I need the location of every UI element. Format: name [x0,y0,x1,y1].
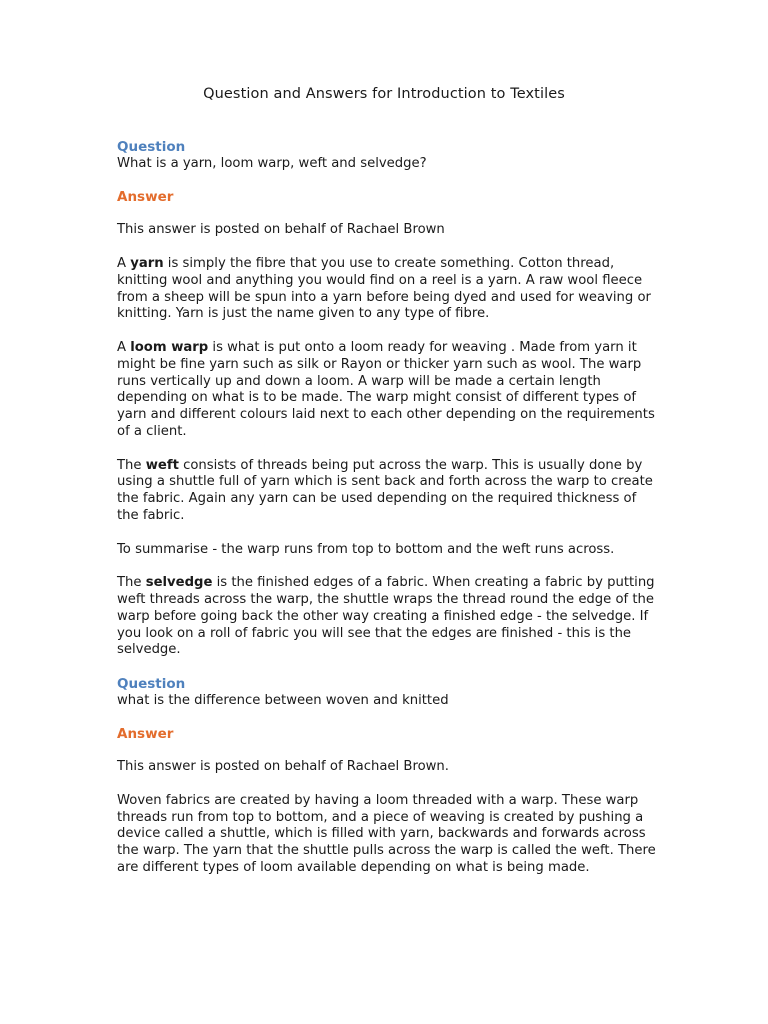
answer-paragraph-woven [117,793,657,877]
term-weft: weft [145,457,179,473]
question-label: Question [117,675,186,692]
term-loom-warp: loom warp [130,339,209,355]
answer-paragraph-summary [117,542,657,559]
paragraph-body: is the finished edges of a fabric. When creating a fabric by putting weft threads across the warp, the shuttle wraps the thread round the edge of the warp before going back the other way creating a finished edge - the selvedge. If you look on a roll of fabric you will see that the edges are finished - this is the selvedge. [117,575,655,658]
answer-label: Answer [117,725,174,742]
question-text: what is the difference between woven and knitted [117,692,449,708]
paragraph-body: consists of threads being put across the warp. This is usually done by using a shuttle full of yarn which is sent back and forth across the warp to create the fabric. Again any yarn can be used depending on the required thickness of the fabric. [117,457,653,523]
question-label: Question [117,139,186,155]
paragraph-lead: A [117,339,131,355]
paragraph-lead: Woven fabrics are created by having a loom threaded with a warp. These warp threads run from top to bottom, and a piece of weaving is created by pushing a device called a shuttle, which is filled with yarn, backwards and forwards across the warp. The yarn that the shuttle pulls across the warp is called the weft. There are different types of loom available depending on what is being made. [117,792,656,876]
answer-paragraph-weft [117,458,657,525]
answer-label: Answer [117,188,174,205]
answer-paragraph-loom-warp [117,340,657,441]
answer-attribution: This answer is posted on behalf of Rachael Brown [117,222,445,238]
document-title: Question and Answers for Introduction to Textiles [203,86,565,102]
question-text: What is a yarn, loom warp, weft and selvedge? [117,155,427,171]
answer-paragraph-yarn [117,256,657,323]
answer-attribution: This answer is posted on behalf of Rachael Brown. [117,759,449,775]
document-body [117,139,657,894]
paragraph-lead: To summarise - the warp runs from top to bottom and the weft runs across. [117,541,615,557]
paragraph-body: is what is put onto a loom ready for weaving . Made from yarn it might be fine yarn such as silk or Rayon or thicker yarn such as wool. The warp runs vertically up and down a loom. A warp will be made a certain length depending on what is to be made. The warp might consist of different types of yarn and different colours laid next to each other depending on the requirements of a client. [117,339,655,439]
qa-block-2 [117,676,657,877]
term-selvedge: selvedge [145,575,213,591]
paragraph-lead: The [117,575,146,591]
term-yarn: yarn [130,255,164,271]
paragraph-lead: A [117,255,131,271]
paragraph-body: is simply the fibre that you use to create something. Cotton thread, knitting wool and anything you would find on a reel is a yarn. A raw wool fleece from a sheep will be spun into a yarn before being dyed and used for weaving or knitting. Yarn is just the name given to any type of fibre. [117,255,651,322]
paragraph-lead: The [117,457,146,473]
answer-paragraph-selvedge [117,575,657,659]
qa-block-1 [117,139,657,659]
